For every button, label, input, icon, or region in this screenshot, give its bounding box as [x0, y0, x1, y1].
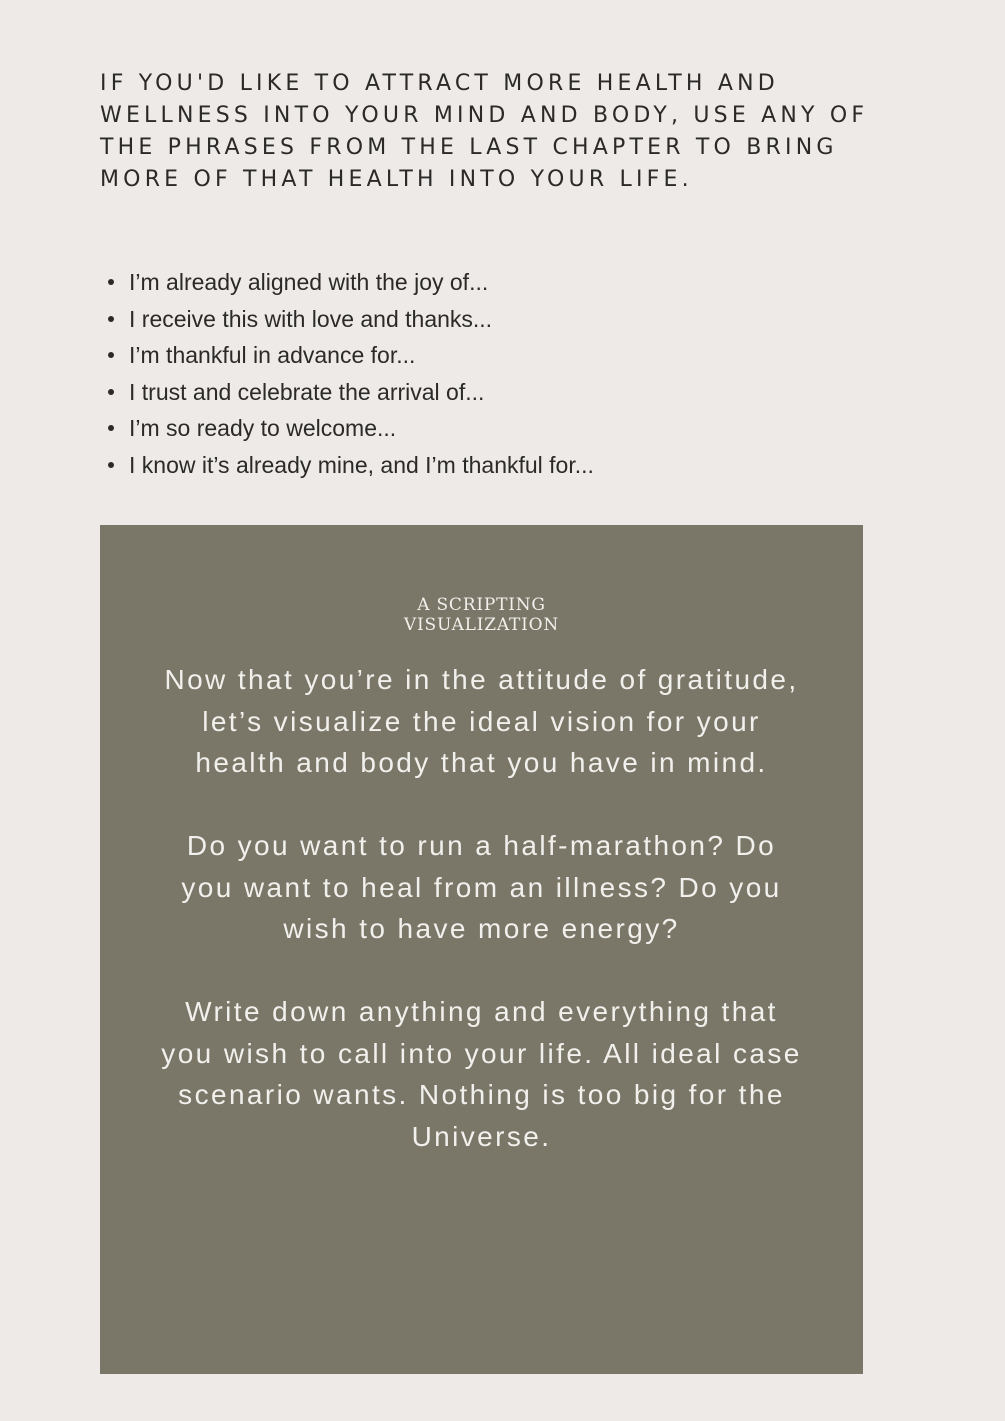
phrase-text: I’m so ready to welcome... [129, 415, 397, 442]
list-item [100, 374, 860, 411]
bullet-icon [108, 425, 114, 431]
affirmation-phrase-list [100, 264, 860, 484]
list-item [100, 337, 860, 374]
panel-paragraph: Write down anything and everything that you wish to call into your life. All ideal case scenario wants. Nothing is too big for the Universe. [161, 996, 802, 1152]
intro-paragraph: IF YOU'D LIKE TO ATTRACT MORE HEALTH AND WELLNESS INTO YOUR MIND AND BODY, USE ANY OF THE PHRASES FROM THE LAST CHAPTER TO BRING MORE OF THAT HEALTH INTO YOUR LIFE. [100, 71, 869, 192]
phrase-text: I receive this with love and thanks... [129, 305, 493, 332]
bullet-icon [108, 389, 114, 395]
phrase-text: I’m thankful in advance for... [129, 342, 416, 369]
panel-paragraph: Now that you’re in the attitude of gratitude, let’s visualize the ideal vision for your health and body that you have in mind. [164, 664, 799, 778]
panel-paragraph: Do you want to run a half-marathon? Do you want to heal from an illness? Do you wish to have more energy? [181, 830, 782, 944]
panel-heading [100, 595, 863, 635]
list-item [100, 447, 860, 484]
bullet-icon [108, 279, 114, 285]
list-item [100, 410, 860, 447]
bullet-icon [108, 316, 114, 322]
phrase-text: I trust and celebrate the arrival of... [129, 378, 485, 405]
panel-body [160, 659, 803, 1199]
list-item [100, 264, 860, 301]
phrase-text: I’m already aligned with the joy of... [129, 269, 489, 295]
bullet-icon [108, 462, 114, 468]
phrase-text: I know it’s already mine, and I’m thankful for... [129, 451, 594, 478]
panel-heading-line-1: A SCRIPTING [417, 595, 546, 615]
scripting-visualization-panel [100, 525, 863, 1374]
list-item [100, 301, 860, 338]
panel-heading-line-2: VISUALIZATION [403, 615, 560, 635]
bullet-icon [108, 352, 114, 358]
